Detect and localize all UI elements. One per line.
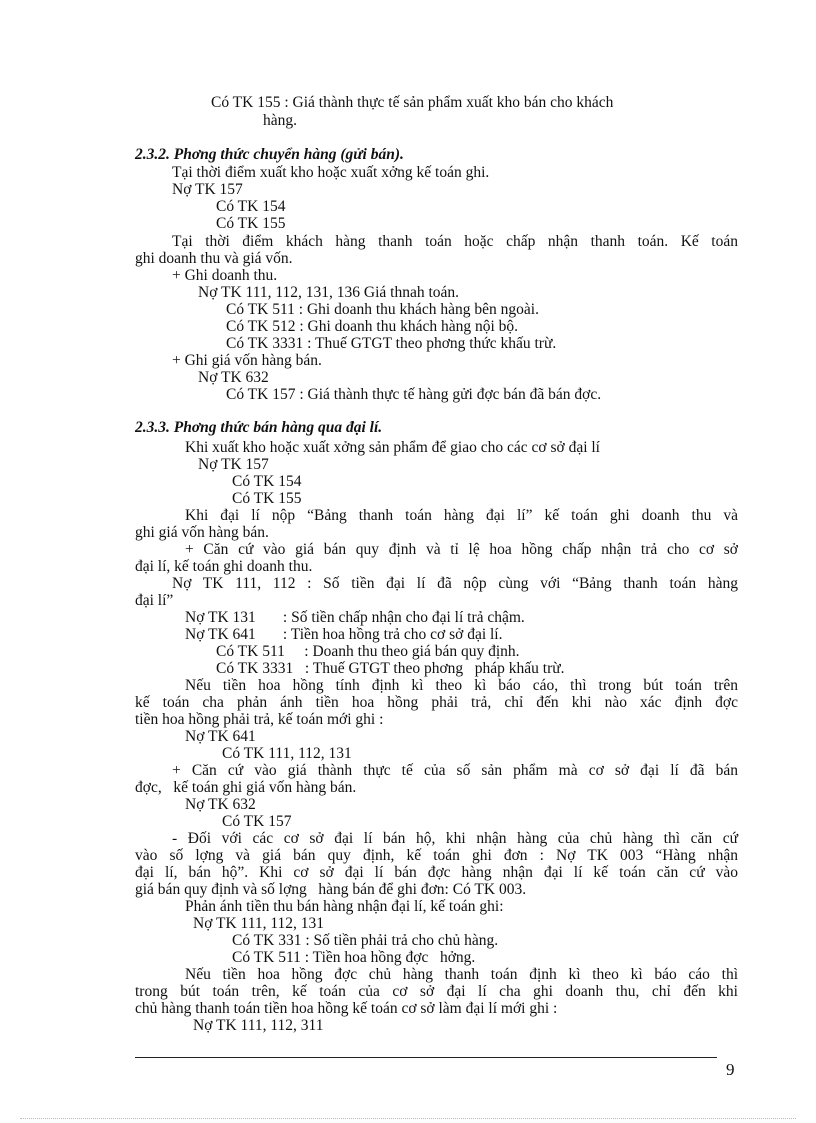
text-line: đại lí, kế toán ghi doanh thu. bbox=[135, 558, 313, 575]
text-line: Có TK 155 bbox=[232, 490, 302, 507]
section-heading: 2.3.3. Phơng thức bán hàng qua đại lí. bbox=[135, 419, 383, 436]
section-heading: 2.3.2. Phơng thức chuyển hàng (gửi bán). bbox=[135, 146, 404, 163]
text-line: Có TK 511 : Ghi doanh thu khách hàng bên ngoài. bbox=[226, 301, 539, 318]
text-line: Nợ TK 111, 112, 131 bbox=[193, 915, 325, 932]
text-line: Nợ TK 111, 112 : Số tiền đại lí đã nộp cùng với “Bảng thanh toán hàng bbox=[172, 575, 738, 592]
text-line: Nợ TK 111, 112, 131, 136 Giá thnah toán. bbox=[198, 284, 460, 301]
text-line: + Căn cứ vào giá thành thực tế của số sản phẩm mà cơ sở đại lí đã bán bbox=[172, 762, 738, 779]
text-line: Nợ TK 111, 112, 311 bbox=[193, 1017, 324, 1034]
text-line: Nếu tiền hoa hồng tính định kì theo kì báo cáo, thì trong bút toán trên bbox=[185, 677, 738, 694]
text-line: Có TK 157 : Giá thành thực tế hàng gửi đợc bán đã bán đợc. bbox=[226, 386, 602, 403]
text-line: Có TK 157 bbox=[222, 813, 292, 830]
text-line: Nợ TK 131 : Số tiền chấp nhận cho đại lí trả chậm. bbox=[185, 609, 525, 626]
text-line: - Đối với các cơ sở đại lí bán hộ, khi nhận hàng của chủ hàng thì căn cứ bbox=[172, 830, 738, 847]
text-line: + Ghi doanh thu. bbox=[172, 267, 278, 284]
text-line: đại lí” bbox=[135, 592, 174, 609]
text-line: Khi đại lí nộp “Bảng thanh toán hàng đại lí” kế toán ghi doanh thu và bbox=[185, 507, 738, 524]
text-line: kế toán cha phản ánh tiền hoa hồng phải trả, chỉ đến khi nào xác định đợc bbox=[135, 694, 738, 711]
text-line: đại lí, bán hộ”. Khi cơ sở đại lí bán đợc hàng nhận đại lí kế toán căn cứ vào bbox=[135, 864, 738, 881]
text-line: Có TK 331 : Số tiền phải trả cho chủ hàng. bbox=[232, 932, 499, 949]
text-line: Nợ TK 641 bbox=[185, 728, 256, 745]
text-line: Có TK 155 : Giá thành thực tế sản phẩm xuất kho bán cho khách bbox=[211, 94, 614, 111]
text-line: Nợ TK 157 bbox=[198, 456, 269, 473]
text-line: Có TK 3331 : Thuế GTGT theo phơng pháp khấu trừ. bbox=[216, 660, 565, 677]
text-line: Có TK 3331 : Thuế GTGT theo phơng thức khấu trừ. bbox=[226, 335, 557, 352]
text-line: đợc, kế toán ghi giá vốn hàng bán. bbox=[135, 779, 357, 796]
text-line: Nợ TK 632 bbox=[198, 369, 269, 386]
text-line: Có TK 154 bbox=[232, 473, 302, 490]
page-bottom-border bbox=[20, 1118, 796, 1119]
text-line: trong bút toán trên, kế toán của cơ sở đại lí cha ghi doanh thu, chỉ đến khi bbox=[135, 983, 738, 1000]
page-number: 9 bbox=[726, 1060, 735, 1079]
text-line: Nợ TK 632 bbox=[185, 796, 256, 813]
text-line: Phản ánh tiền thu bán hàng nhận đại lí, kế toán ghi: bbox=[185, 898, 504, 915]
text-line: Có TK 154 bbox=[216, 198, 286, 215]
text-line: Có TK 511 : Doanh thu theo giá bán quy định. bbox=[216, 643, 520, 660]
text-line: Tại thời điểm xuất kho hoặc xuất xởng kế toán ghi. bbox=[172, 164, 490, 181]
text-line: Nợ TK 641 : Tiền hoa hồng trả cho cơ sở đại lí. bbox=[185, 626, 503, 643]
text-line: Có TK 155 bbox=[216, 215, 286, 232]
text-line: Tại thời điểm khách hàng thanh toán hoặc chấp nhận thanh toán. Kế toán bbox=[172, 233, 738, 250]
text-line: hàng. bbox=[263, 112, 298, 129]
text-line: Có TK 511 : Tiền hoa hồng đợc hởng. bbox=[232, 949, 476, 966]
text-line: + Căn cứ vào giá bán quy định và tỉ lệ hoa hồng chấp nhận trả cho cơ sở bbox=[185, 541, 738, 558]
text-line: Có TK 512 : Ghi doanh thu khách hàng nội bộ. bbox=[226, 318, 519, 335]
text-line: vào số lợng và giá bán quy định, kế toán ghi đơn : Nợ TK 003 “Hàng nhận bbox=[135, 847, 738, 864]
text-line: ghi doanh thu và giá vốn. bbox=[135, 250, 293, 267]
text-line: ghi giá vốn hàng bán. bbox=[135, 524, 269, 541]
text-line: giá bán quy định và số lợng hàng bán để ghi đơn: Có TK 003. bbox=[135, 881, 527, 898]
text-line: Nếu tiền hoa hồng đợc chủ hàng thanh toán định kì theo kì báo cáo thì bbox=[185, 966, 738, 983]
text-line: Khi xuất kho hoặc xuất xởng sản phẩm để giao cho các cơ sở đại lí bbox=[185, 439, 600, 456]
text-line: chủ hàng thanh toán tiền hoa hồng kế toán cơ sở làm đại lí mới ghi : bbox=[135, 1000, 558, 1017]
text-line: Nợ TK 157 bbox=[172, 181, 243, 198]
text-line: Có TK 111, 112, 131 bbox=[222, 745, 352, 762]
footer-rule bbox=[135, 1057, 717, 1058]
text-line: + Ghi giá vốn hàng bán. bbox=[172, 352, 322, 369]
text-line: tiền hoa hồng phải trả, kế toán mới ghi : bbox=[135, 711, 384, 728]
